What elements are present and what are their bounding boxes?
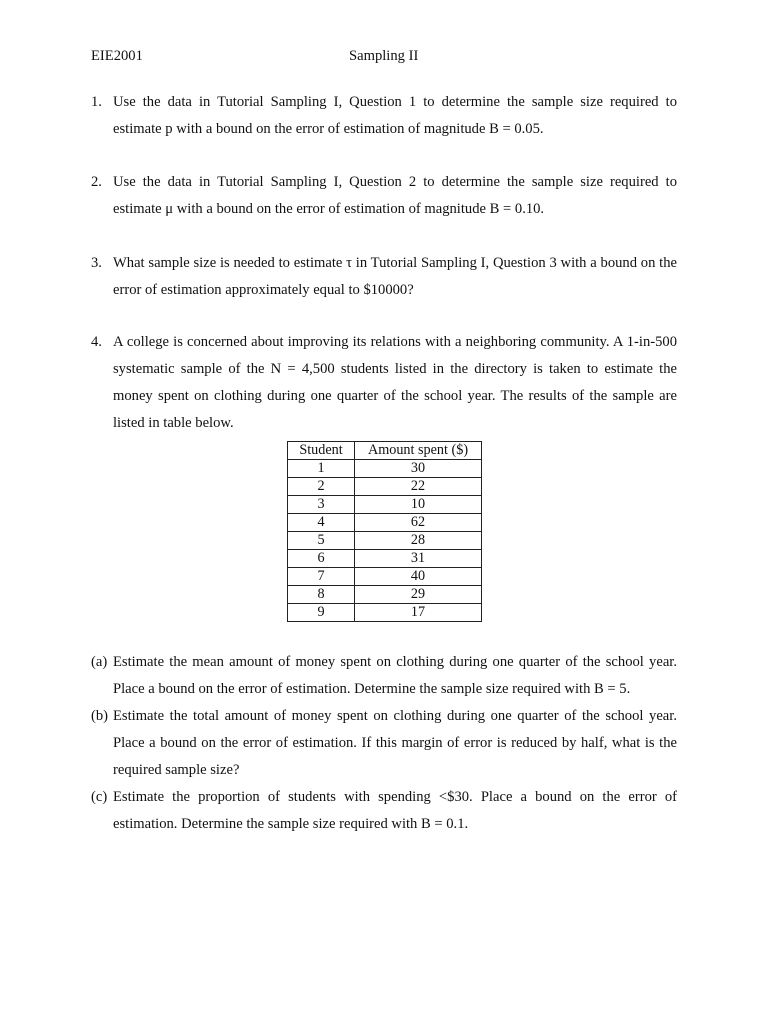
part-label: (c): [91, 789, 108, 805]
column-header-amount: Amount spent ($): [355, 442, 482, 460]
amount-cell: 30: [355, 460, 482, 478]
table-row: [288, 514, 482, 532]
student-cell: 7: [288, 568, 355, 586]
table-row: [288, 586, 482, 604]
amount-cell: 62: [355, 514, 482, 532]
amount-cell: 28: [355, 532, 482, 550]
question-text: A college is concerned about improving its relations with a neighboring community. A 1-in-500 systematic sample of the N = 4,500 students listed in the directory is taken to estimate the money spent on clothing during one quarter of the school year. The results of the sample are listed in table below.: [113, 334, 677, 431]
part-b: [91, 703, 677, 784]
question-number: 2.: [91, 174, 102, 190]
table-row: [288, 550, 482, 568]
part-a: [91, 649, 677, 703]
course-code: EIE2001: [91, 48, 143, 64]
table-row: [288, 568, 482, 586]
part-label: (b): [91, 708, 109, 724]
amount-cell: 17: [355, 604, 482, 622]
student-cell: 2: [288, 478, 355, 496]
amount-cell: 10: [355, 496, 482, 514]
student-cell: 3: [288, 496, 355, 514]
question-text: Use the data in Tutorial Sampling I, Question 1 to determine the sample size required to estimate p with a bound on the error of estimation of magnitude B = 0.05.: [113, 94, 677, 137]
amount-cell: 40: [355, 568, 482, 586]
student-cell: 4: [288, 514, 355, 532]
table-row: [288, 460, 482, 478]
question-3: [91, 250, 677, 304]
student-cell: 1: [288, 460, 355, 478]
question-number: 1.: [91, 94, 102, 110]
amount-cell: 29: [355, 586, 482, 604]
amount-cell: 22: [355, 478, 482, 496]
column-header-student: Student: [288, 442, 355, 460]
table-row: [288, 496, 482, 514]
question-text: What sample size is needed to estimate τ in Tutorial Sampling I, Question 3 with a bound on the error of estimation approximately equal to $10000?: [113, 255, 677, 298]
student-cell: 8: [288, 586, 355, 604]
table-row: [288, 478, 482, 496]
part-text: Estimate the total amount of money spent on clothing during one quarter of the school year. Place a bound on the error of estimation. If this margin of error is reduced by half, what is the required sample size?: [113, 708, 677, 778]
part-text: Estimate the mean amount of money spent on clothing during one quarter of the school year. Place a bound on the error of estimation. Determine the sample size required with B = 5.: [113, 654, 677, 697]
table-header-row: [288, 442, 482, 460]
question-number: 4.: [91, 334, 102, 350]
student-cell: 9: [288, 604, 355, 622]
table-row: [288, 532, 482, 550]
question-number: 3.: [91, 255, 102, 271]
part-text: Estimate the proportion of students with spending <$30. Place a bound on the error of estimation. Determine the sample size required with B = 0.1.: [113, 789, 677, 832]
page-title: Sampling II: [349, 48, 419, 64]
student-cell: 5: [288, 532, 355, 550]
student-cell: 6: [288, 550, 355, 568]
question-2: [91, 169, 677, 223]
table-row: [288, 604, 482, 622]
question-1: [91, 89, 677, 143]
amount-cell: 31: [355, 550, 482, 568]
question-4: [91, 329, 677, 437]
spending-table: [287, 441, 482, 622]
part-label: (a): [91, 654, 108, 670]
part-c: [91, 784, 677, 838]
question-text: Use the data in Tutorial Sampling I, Question 2 to determine the sample size required to estimate μ with a bound on the error of estimation of magnitude B = 0.10.: [113, 174, 677, 217]
